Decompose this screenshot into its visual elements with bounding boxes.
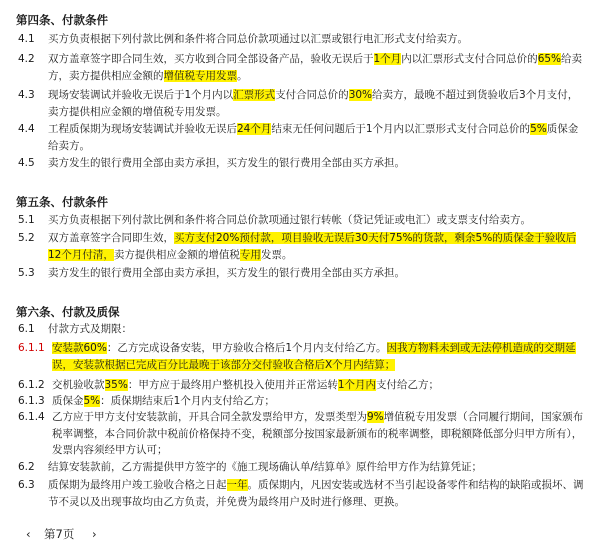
text-run: ：质保期结束后1个月内支付给乙方； <box>100 395 275 407</box>
clause-text <box>48 477 588 510</box>
text-run: 结算安装款前，乙方需提供甲方签字的《施工现场确认单/结算单》原件给甲方作为结算凭证； <box>48 461 483 473</box>
clause-text <box>48 212 588 229</box>
clause-text <box>52 409 588 459</box>
clause-item <box>18 409 588 459</box>
highlighted-text: 安装款60% <box>52 342 107 354</box>
highlighted-text: 一年 <box>226 479 248 491</box>
clause-number: 6.2 <box>18 461 35 473</box>
highlighted-text: 5% <box>83 395 101 407</box>
clause-item <box>18 155 588 171</box>
clause-number: 6.1.3 <box>18 395 45 407</box>
text-run: 现场安装调试并验收无误后于1个月内以 <box>48 89 234 101</box>
highlighted-text: 1个月 <box>373 53 402 65</box>
highlighted-text: 5% <box>530 123 547 135</box>
highlighted-text: 35% <box>104 379 128 391</box>
clause-text <box>52 393 588 410</box>
text-run: ：乙方完成设备安装，甲方验收合格后1个月内支付给乙方。 <box>106 342 387 354</box>
highlighted-text: 增值税专用发票 <box>163 69 237 82</box>
clause-item <box>18 51 588 84</box>
next-page-icon[interactable]: › <box>92 527 97 541</box>
text-run: 给卖方，卖方提供相应金额的 <box>48 53 583 82</box>
clause-text <box>48 265 588 282</box>
highlighted-text: 24个月 <box>237 123 272 135</box>
text-run: 质保期为最终用户竣工验收合格之日起 <box>48 479 227 491</box>
highlighted-text: 因我方物料未到或无法停机造成的交期延误，安装款根据已完成百分比最晚于该部分交付验收合格后X个月内结算； <box>52 342 576 371</box>
text-run: 工程质保期为现场安装调试并验收无误后 <box>48 123 237 135</box>
clause-number: 6.1.4 <box>18 411 45 423</box>
clause-item <box>18 340 588 373</box>
clause-item <box>18 477 588 510</box>
text-run: 给卖方，最晚不超过到货验收后3个月支付，卖方提供相应金额的增值税专用发票。 <box>48 89 579 118</box>
clause-item <box>18 31 588 47</box>
text-run: 发票。 <box>260 248 293 261</box>
text-run: 买方负责根据下列付款比例和条件将合同总价款项通过以汇票或银行电汇形式支付给卖方。 <box>48 33 468 45</box>
text-run: 买方负责根据下列付款比例和条件将合同总价款项通过银行转帐（贷记凭证或电汇）或支票支付给卖方。 <box>48 214 531 226</box>
page-navigator <box>0 523 150 545</box>
clause-item <box>18 87 588 120</box>
clause-number: 4.2 <box>18 53 35 65</box>
text-run: 支付合同总价的 <box>275 89 349 101</box>
highlighted-text: 专用 <box>239 248 261 261</box>
text-run: 交机验收款 <box>52 379 105 391</box>
page-number-label: 第7页 <box>44 527 75 541</box>
clause-number: 5.3 <box>18 267 35 279</box>
clause-number: 4.1 <box>18 33 35 45</box>
highlighted-text: 1个月内 <box>337 379 377 391</box>
section-heading: 第五条、付款条件 <box>16 195 108 209</box>
clause-text <box>48 31 588 48</box>
clause-item <box>18 212 588 228</box>
section-heading: 第六条、付款及质保 <box>16 305 120 319</box>
clause-text <box>48 51 588 84</box>
clause-number: 5.1 <box>18 214 35 226</box>
text-run: 。 <box>237 69 248 82</box>
text-run: 卖方发生的银行费用全部由卖方承担，买方发生的银行费用全部由买方承担。 <box>48 157 405 169</box>
clause-text <box>48 87 588 120</box>
text-run: 增值税专用发票（合同履行期间，国家颁布税率调整，本合同价款中税前价格保持不变，税额部分按国家最新颁布的税率调整，即税额降低部分归甲方所有），发票内容须经甲方认可； <box>52 411 584 456</box>
clause-text <box>52 377 588 394</box>
clause-item <box>18 121 588 154</box>
text-run: 结束无任何问题后于1个月内以汇票形式支付合同总价的 <box>271 123 531 135</box>
clause-text <box>48 230 588 263</box>
clause-number: 4.5 <box>18 157 35 169</box>
text-run: 双方盖章签字合同即生效， <box>48 232 174 244</box>
text-run: 质保金给卖方。 <box>48 123 579 152</box>
text-run: 卖方提供相应金额的增值税 <box>113 248 240 261</box>
section-heading: 第四条、付款条件 <box>16 13 108 27</box>
text-run: 支付给乙方； <box>376 379 440 391</box>
clause-item <box>18 459 588 475</box>
highlighted-text: 65% <box>537 53 562 65</box>
text-run: 内以汇票形式支付合同总价的 <box>401 53 538 65</box>
clause-item <box>18 321 588 337</box>
clause-number: 5.2 <box>18 232 35 244</box>
clause-number: 6.3 <box>18 479 35 491</box>
clause-text <box>48 321 588 338</box>
text-run: 。质保期内，凡因安装或选材不当引起设备零件和结构的缺陷或损坏、调节不灵以及出现事故均由乙方负责，并免费为最终用户及时进行修理、更换。 <box>48 479 584 508</box>
clause-text <box>48 155 588 172</box>
clause-item <box>18 377 588 393</box>
clause-item <box>18 230 588 263</box>
text-run: 付款方式及期限： <box>48 323 132 335</box>
clause-text <box>52 340 588 373</box>
text-run: 双方盖章签字即合同生效，买方收到合同全部设备产品，验收无误后于 <box>48 53 374 65</box>
clause-item <box>18 393 588 409</box>
clause-number: 6.1.2 <box>18 379 45 391</box>
clause-number: 6.1.1 <box>18 342 45 354</box>
clause-item <box>18 265 588 281</box>
clause-text <box>48 121 588 154</box>
clause-number: 4.4 <box>18 123 35 135</box>
clause-text <box>48 459 588 476</box>
text-run: ：甲方应于最终用户整机投入使用并正常运转 <box>127 379 338 391</box>
highlighted-text: 9% <box>367 411 384 423</box>
prev-page-icon[interactable]: ‹ <box>26 527 31 541</box>
highlighted-text: 汇票形式 <box>233 89 276 101</box>
text-run: 乙方应于甲方支付安装款前，开具合同全款发票给甲方，发票类型为 <box>52 411 367 423</box>
highlighted-text: 30% <box>348 89 373 101</box>
clause-number: 4.3 <box>18 89 35 101</box>
text-run: 质保金 <box>52 395 84 407</box>
highlighted-text: 买方支付20%预付款，项目验收无误后30天付75%的货款，剩余5%的质保金于验收后12个月付清， <box>48 232 577 261</box>
text-run: 卖方发生的银行费用全部由卖方承担，买方发生的银行费用全部由买方承担。 <box>48 267 405 279</box>
clause-number: 6.1 <box>18 323 35 335</box>
